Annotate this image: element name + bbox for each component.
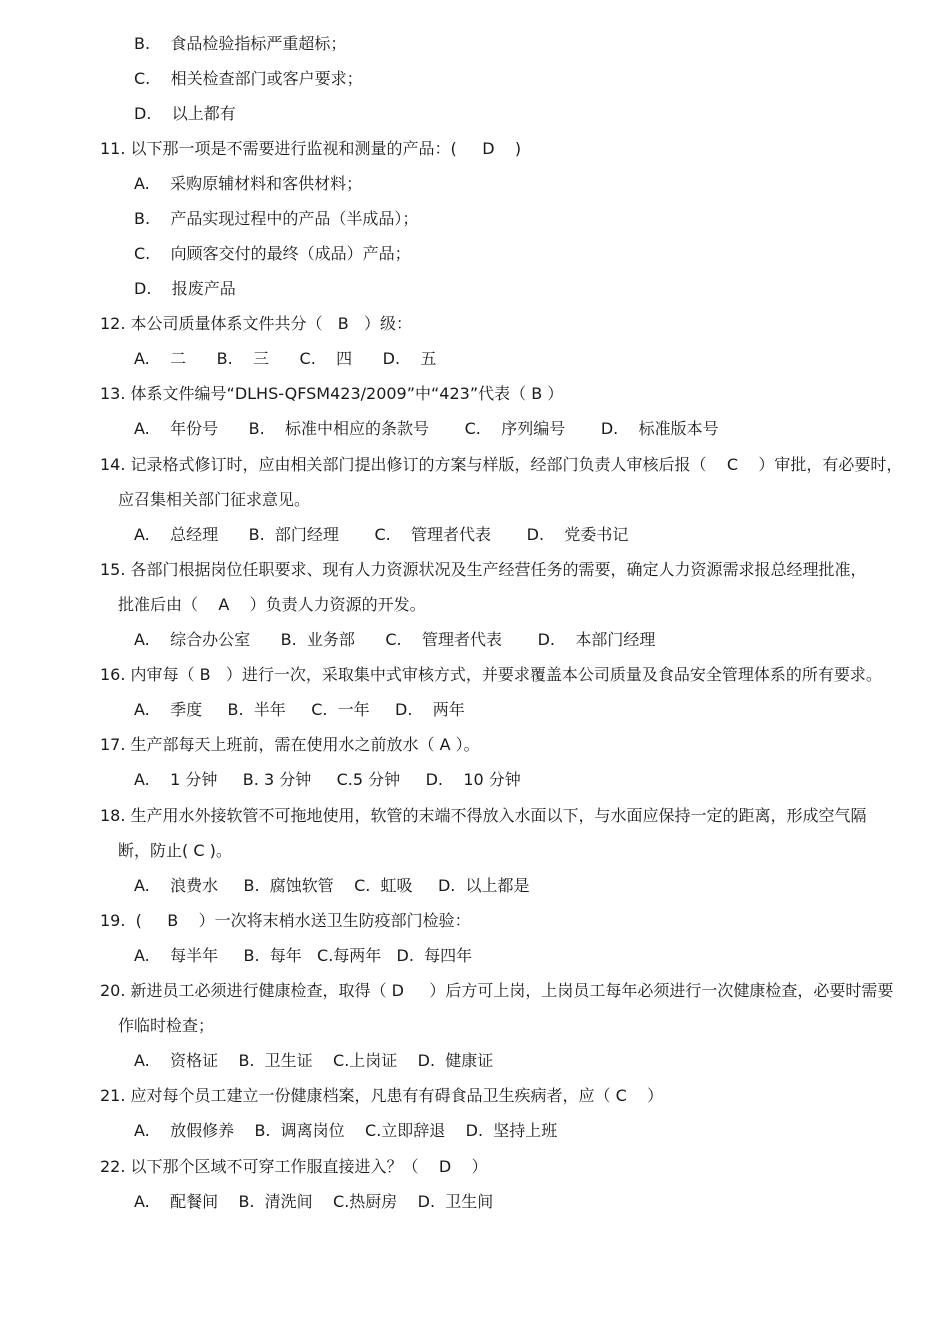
question-18: 18. 生产用水外接软管不可拖地使用，软管的末端不得放入水面以下，与水面应保持一定的距离，形成空气隔 [100,806,867,825]
question-14-continued: 应召集相关部门征求意见。 [118,490,311,509]
question-16: 16. 内审每（ B ）进行一次，采取集中式审核方式，并要求覆盖本公司质量及食品安全管理体系的所有要求。 [100,665,882,684]
question-20-continued: 作临时检查； [118,1016,215,1035]
question-16-options: A. 季度 B. 半年 C. 一年 D. 两年 [134,700,465,719]
question-14: 14. 记录格式修订时，应由相关部门提出修订的方案与样版，经部门负责人审核后报（ C ）审批，有必要时， [100,455,903,474]
prev-option-c: C. 相关检查部门或客户要求； [134,69,363,88]
question-12-options: A. 二 B. 三 C. 四 D. 五 [134,349,437,368]
question-11: 11. 以下那一项是不需要进行监视和测量的产品：( D ) [100,139,522,158]
question-11-option-c: C. 向顾客交付的最终（成品）产品； [134,244,411,263]
question-13: 13. 体系文件编号“DLHS-QFSM423/2009”中“423”代表（ B ） [100,384,564,403]
question-11-option-a: A. 采购原辅材料和客供材料； [134,174,363,193]
question-21-options: A. 放假修养 B. 调离岗位 C.立即辞退 D. 坚持上班 [134,1121,558,1140]
question-18-options: A. 浪费水 B. 腐蚀软管 C. 虹吸 D. 以上都是 [134,876,530,895]
question-21: 21. 应对每个员工建立一份健康档案，凡患有有碍食品卫生疾病者，应（ C ） [100,1086,664,1105]
question-18-continued: 断，防止( C )。 [118,841,232,860]
question-11-option-d: D. 报废产品 [134,279,236,298]
question-15-continued: 批准后由（ A ）负责人力资源的开发。 [118,595,426,614]
question-22-options: A. 配餐间 B. 清洗间 C.热厨房 D. 卫生间 [134,1192,494,1211]
question-20-options: A. 资格证 B. 卫生证 C.上岗证 D. 健康证 [134,1051,494,1070]
question-19-options: A. 每半年 B. 每年 C.每两年 D. 每四年 [134,946,473,965]
question-17-options: A. 1 分钟 B. 3 分钟 C.5 分钟 D. 10 分钟 [134,770,521,789]
question-14-options: A. 总经理 B. 部门经理 C. 管理者代表 D. 党委书记 [134,525,629,544]
prev-option-b: B. 食品检验指标严重超标； [134,34,347,53]
prev-option-d: D. 以上都有 [134,104,236,123]
question-11-option-b: B. 产品实现过程中的产品（半成品）； [134,209,419,228]
question-15: 15. 各部门根据岗位任职要求、现有人力资源状况及生产经营任务的需要，确定人力资源需求报总经理批准， [100,560,867,579]
question-17: 17. 生产部每天上班前，需在使用水之前放水（ A ）。 [100,735,480,754]
question-22: 22. 以下那个区域不可穿工作服直接进入？（ D ） [100,1157,488,1176]
question-12: 12. 本公司质量体系文件共分（ B ）级： [100,314,413,333]
question-19: 19. ( B ）一次将末梢水送卫生防疫部门检验： [100,911,471,930]
question-15-options: A. 综合办公室 B. 业务部 C. 管理者代表 D. 本部门经理 [134,630,656,649]
question-20: 20. 新进员工必须进行健康检查，取得（ D ）后方可上岗，上岗员工每年必须进行一次健康检查，必要时需要 [100,981,894,1000]
question-13-options: A. 年份号 B. 标准中相应的条款号 C. 序列编号 D. 标准版本号 [134,419,719,438]
